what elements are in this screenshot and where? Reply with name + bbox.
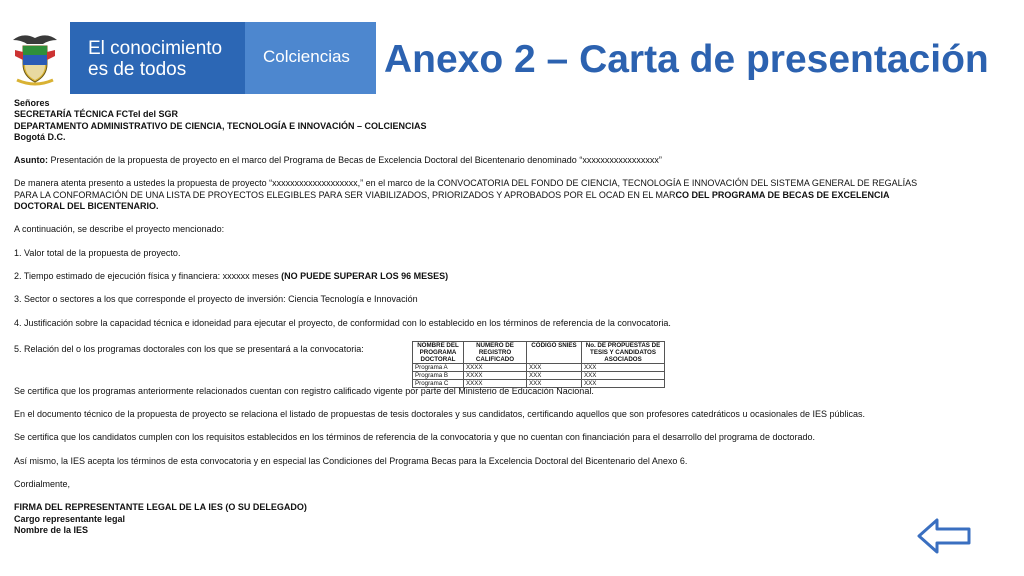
intro-line-2-bold: CO DEL PROGRAMA DE BECAS DE EXCELENCIA — [675, 189, 890, 200]
banner-slogan — [88, 38, 222, 80]
table-header-row — [413, 341, 665, 363]
item-2 — [14, 271, 1018, 282]
address-line-2: DEPARTAMENTO ADMINISTRATIVO DE CIENCIA, TECNOLOGÍA E INNOVACIÓN – COLCIENCIAS — [14, 120, 427, 131]
letter-body — [14, 98, 1018, 536]
table-cell: XXX — [527, 371, 582, 379]
subject — [14, 155, 1018, 166]
table-cell: XXX — [527, 363, 582, 371]
banner-line2: es de todos — [88, 59, 187, 80]
table-cell: Programa B — [413, 371, 464, 379]
intro-line-2-text: PARA LA CONFORMACIÓN DE UNA LISTA DE PROYECTOS ELEGIBLES PARA SER VIABILIZADOS, PRIORIZADOS Y APROBADOS POR EL OCAD EN EL MAR — [14, 189, 676, 200]
table-header-cell: NOMBRE DEL PROGRAMA DOCTORAL — [413, 341, 464, 363]
table-row — [413, 371, 665, 379]
table-cell: XXXX — [464, 363, 527, 371]
item-2-bold: (NO PUEDE SUPERAR LOS 96 MESES) — [281, 270, 449, 281]
subject-text: Presentación de la propuesta de proyecto en el marco del Programa de Becas de Excelencia Doctoral del Bicentenario denominado “xxxxxxxxxxxxxxxxx” — [48, 155, 662, 166]
back-arrow-icon — [915, 516, 975, 556]
table-cell: XXX — [582, 379, 665, 387]
address-line-3: Bogotá D.C. — [14, 131, 66, 142]
item-5-row — [14, 341, 1018, 386]
item-3: 3. Sector o sectores a los que corresponde el proyecto de inversión: Ciencia Tecnología e Innovación — [14, 294, 418, 305]
continue-text: A continuación, se describe el proyecto mencionado: — [14, 224, 225, 235]
address-line-1: SECRETARÍA TÉCNICA FCTeI del SGR — [14, 109, 179, 120]
logo-box — [0, 22, 70, 94]
brand-banner — [70, 22, 245, 94]
banner-line1: El conocimiento — [88, 38, 223, 59]
certification-4: Así mismo, la IES acepta los términos de esta convocatoria y en especial las Condiciones del Programa Becas para la Excelencia Doctoral del Bicentenario del Anexo 6. — [14, 455, 688, 466]
table-row — [413, 363, 665, 371]
subject-label: Asunto: — [14, 155, 48, 166]
signature-line-3: Nombre de la IES — [14, 524, 89, 535]
colciencias-label: Colciencias — [263, 47, 350, 66]
intro-line-2 — [14, 190, 1018, 201]
table-cell: Programa A — [413, 363, 464, 371]
table-row — [413, 379, 665, 387]
signature-line-1: FIRMA DEL REPRESENTANTE LEGAL DE LA IES (O SU DELEGADO) — [14, 502, 307, 513]
salutation: Señores — [14, 98, 50, 108]
item-4: 4. Justificación sobre la capacidad técnica e idoneidad para ejecutar el proyecto, de conformidad con lo establecido en los términos de referencia de la convocatoria. — [14, 317, 671, 328]
colombia-crest-icon — [9, 30, 61, 86]
colciencias-banner — [245, 22, 376, 94]
table-cell: XXXX — [464, 371, 527, 379]
certification-2: En el documento técnico de la propuesta de proyecto se relaciona el listado de propuestas de tesis doctorales y sus candidatos, certificando aquellos que son profesores catedráticos u ocasionales de IES públicas. — [14, 409, 866, 420]
intro-line-1: De manera atenta presento a ustedes la propuesta de proyecto “xxxxxxxxxxxxxxxxxxx,” en el marco de la CONVOCATORIA DEL FONDO DE CIENCIA, TECNOLOGÍA E INNOVACIÓN DEL SISTEMA GENERAL DE REGALÍAS — [14, 178, 918, 189]
item-1: 1. Valor total de la propuesta de proyecto. — [14, 247, 181, 258]
back-button[interactable] — [915, 516, 975, 556]
page-title: Anexo 2 – Carta de presentación — [384, 38, 989, 81]
intro-line-3: DOCTORAL DEL BICENTENARIO. — [14, 201, 159, 212]
item-2-text: 2. Tiempo estimado de ejecución física y financiera: xxxxxx meses — [14, 270, 282, 281]
table-cell: XXX — [527, 379, 582, 387]
table-cell: XXX — [582, 363, 665, 371]
table-header-cell: NÚMERO DE REGISTRO CALIFICADO — [464, 341, 527, 363]
closing: Cordialmente, — [14, 479, 71, 490]
header — [0, 0, 1024, 94]
certification-3: Se certifica que los candidatos cumplen con los requisitos establecidos en los términos de referencia de la convocatoria y que no cuentan con financiación para el desarrollo del programa de doctorado. — [14, 432, 815, 443]
item-5: 5. Relación del o los programas doctorales con los que se presentará a la convocatoria: — [14, 343, 364, 354]
table-header-cell: CÓDIGO SNIES — [527, 341, 582, 363]
signature-line-2: Cargo representante legal — [14, 513, 126, 524]
table-cell: XXX — [582, 371, 665, 379]
programs-table — [412, 341, 665, 388]
table-header-cell: No. DE PROPUESTAS DE TESIS Y CANDIDATOS ASOCIADOS — [582, 341, 665, 363]
certification-1: Se certifica que los programas anteriormente relacionados cuentan con registro calificado vigente por parte del Ministerio de Educación Nacional. — [14, 385, 594, 396]
table-cell: XXXX — [464, 379, 527, 387]
table-cell: Programa C — [413, 379, 464, 387]
